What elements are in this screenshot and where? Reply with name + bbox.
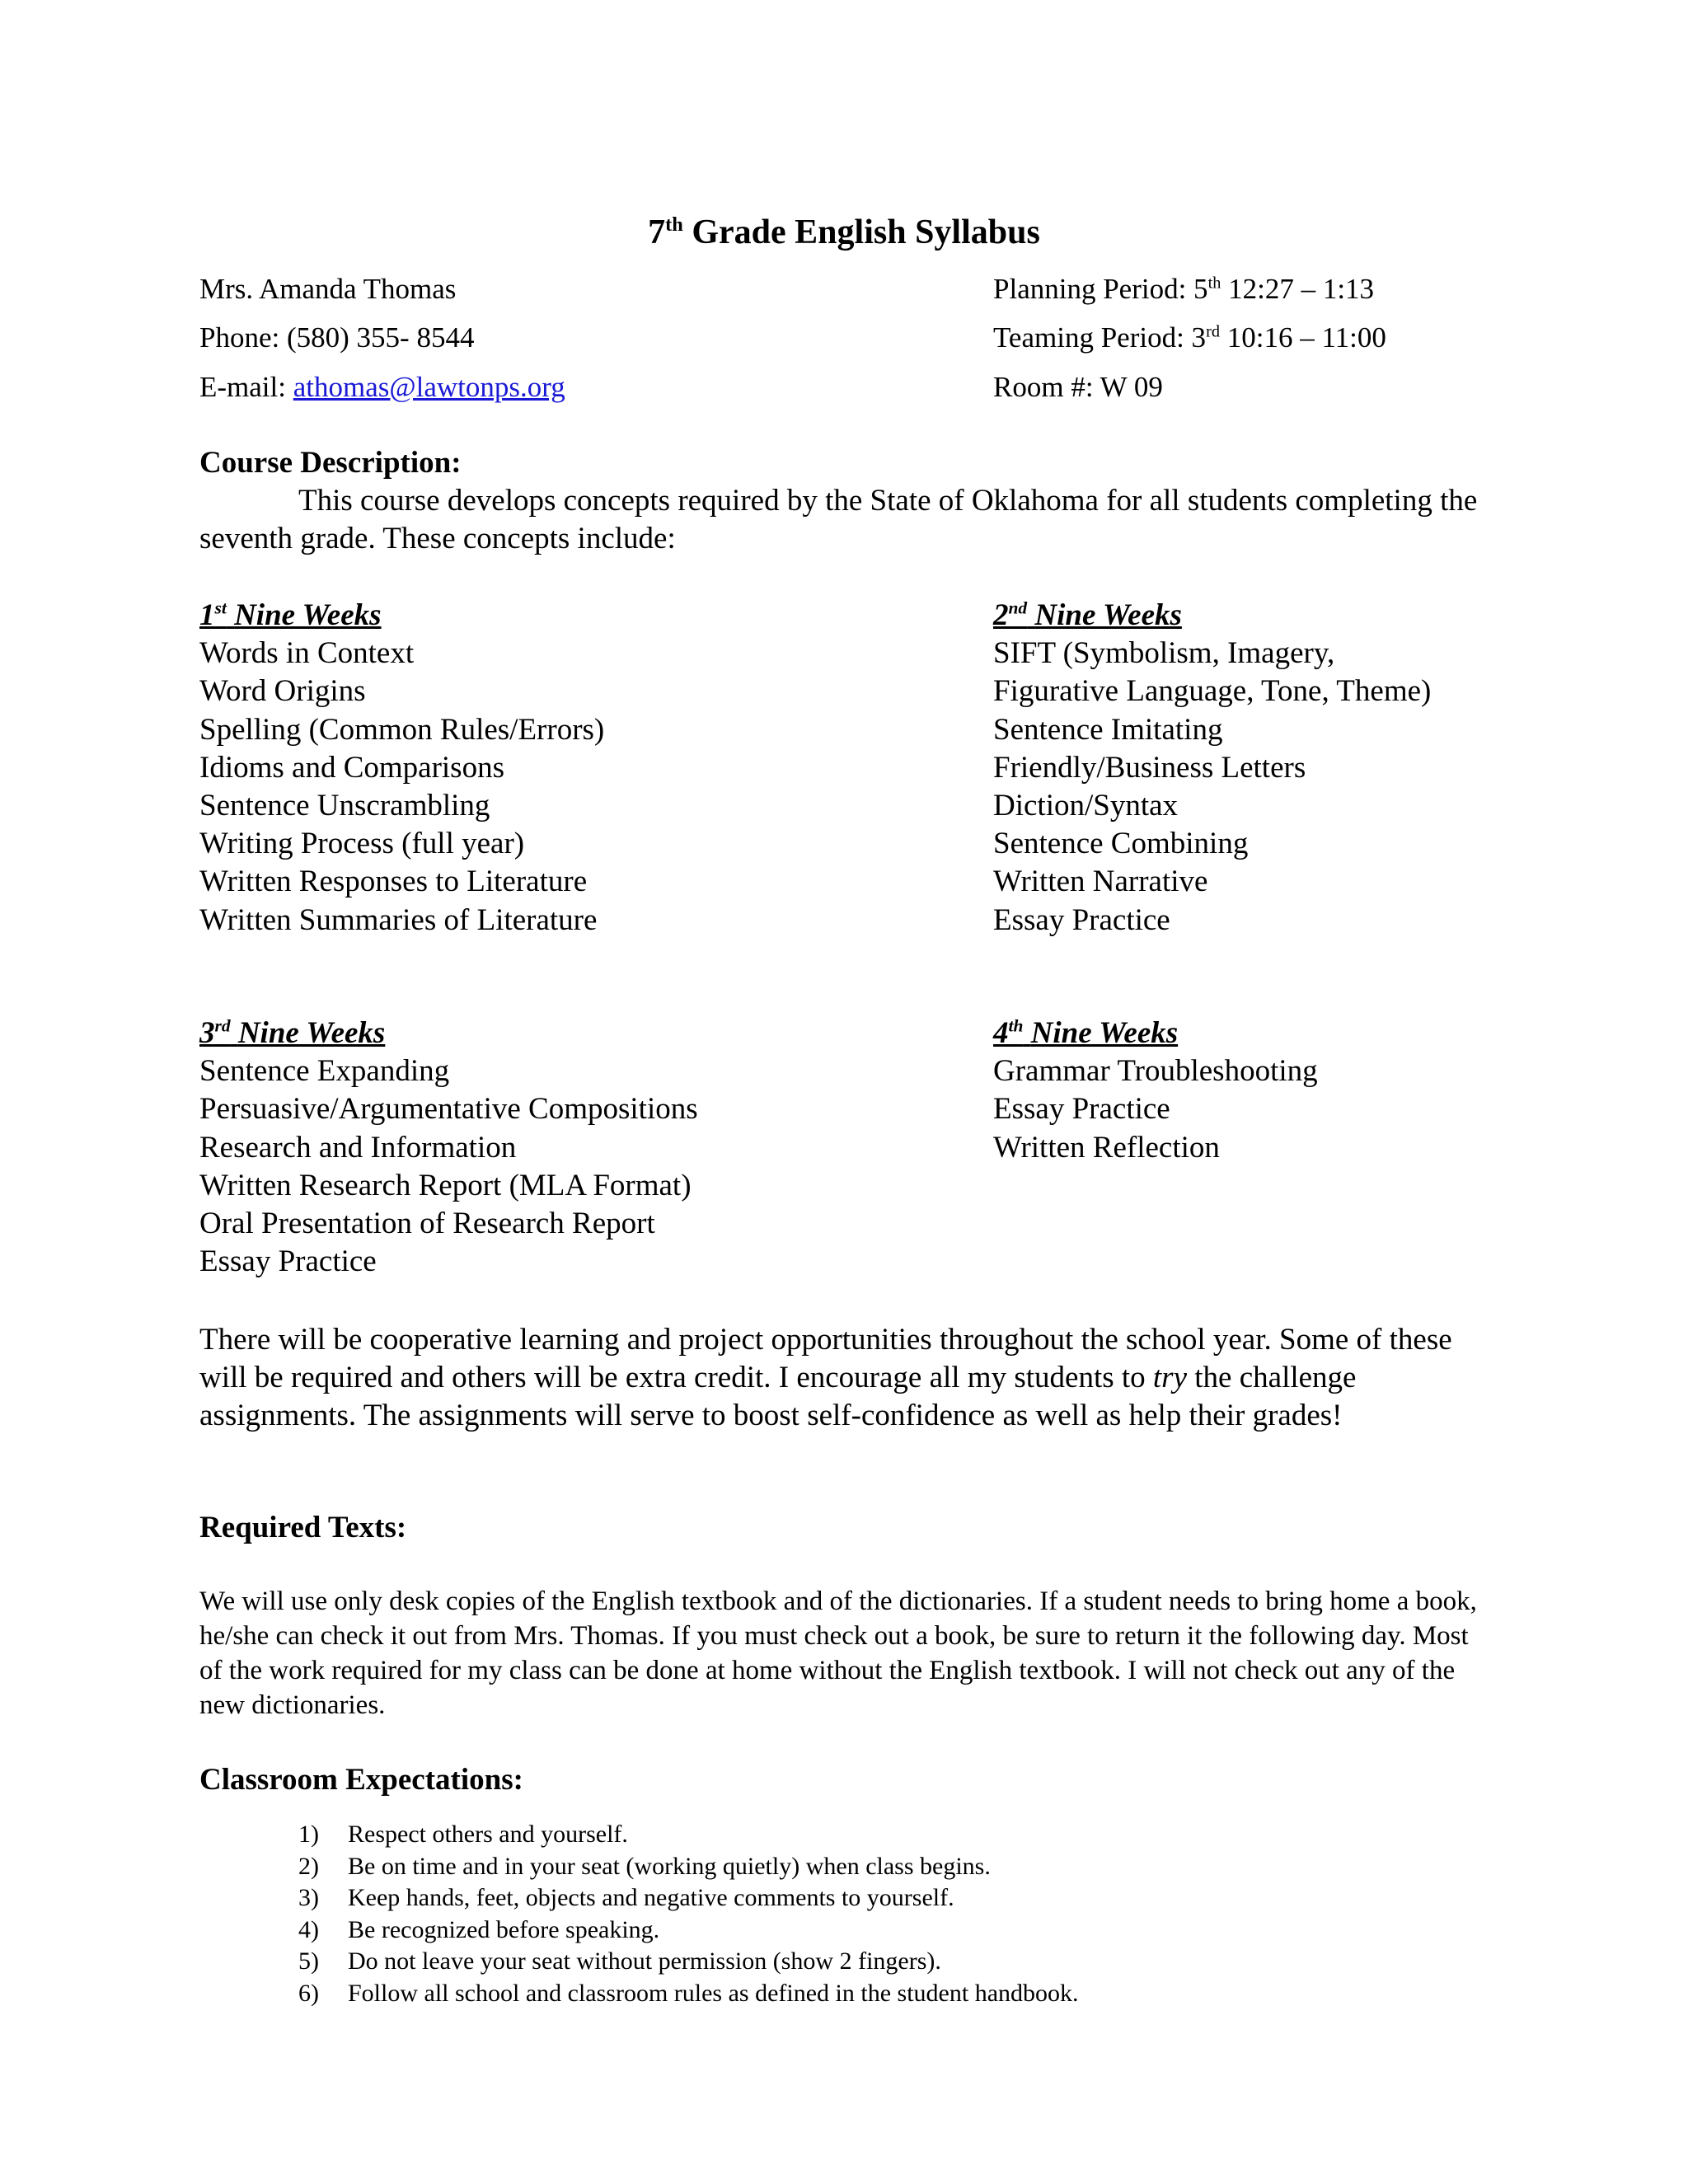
list-item: 4) Be recognized before speaking.: [298, 1915, 660, 1943]
topic-item: SIFT (Symbolism, Imagery,: [993, 636, 1335, 671]
course-description-heading: Course Description:: [199, 446, 462, 480]
topic-item: Persuasive/Argumentative Compositions: [199, 1092, 698, 1127]
course-description-body: This course develops concepts required by the State of Oklahoma for all students completing the seventh grade. These concepts include:: [199, 484, 1478, 555]
topic-item: Essay Practice: [993, 1092, 1170, 1127]
topic-item: Written Research Report (MLA Format): [199, 1168, 692, 1202]
required-texts-heading: Required Texts:: [199, 1511, 407, 1544]
topic-item: Writing Process (full year): [199, 827, 525, 861]
topic-item: Sentence Unscrambling: [199, 789, 490, 823]
nine-weeks-1: [199, 597, 604, 940]
topic-item: Spelling (Common Rules/Errors): [199, 712, 605, 747]
topic-item: Grammar Troubleshooting: [993, 1054, 1318, 1089]
classroom-expectations-heading: Classroom Expectations:: [199, 1763, 523, 1797]
topic-item: Figurative Language, Tone, Theme): [993, 674, 1432, 709]
topic-item: Sentence Imitating: [993, 712, 1223, 747]
teaming-period-label: Teaming Period: 3: [993, 321, 1207, 354]
nine-weeks-2: [993, 597, 1431, 940]
nine-weeks-heading: 1st Nine Weeks: [199, 598, 382, 632]
topic-item: Written Responses to Literature: [199, 865, 588, 899]
cooperative-text-end: the challenge assignments. The assignments will serve to boost self-confidence as well as help their grades!: [199, 1361, 1357, 1432]
room-number: Room #: W 09: [993, 371, 1163, 403]
cooperative-emphasis: try: [1152, 1361, 1188, 1394]
nine-weeks-3: [199, 1015, 698, 1281]
cooperative-text-start: There will be cooperative learning and project opportunities throughout the school year. Some of these will be required and others will be extra credit. I encourage all my students to: [199, 1323, 1452, 1394]
topic-item: Written Summaries of Literature: [199, 902, 598, 937]
list-item: 3) Keep hands, feet, objects and negative comments to yourself.: [298, 1884, 954, 1912]
list-item: 2) Be on time and in your seat (working quietly) when class begins.: [298, 1852, 991, 1880]
teacher-name: Mrs. Amanda Thomas: [199, 273, 457, 305]
email-label: E-mail:: [199, 371, 286, 403]
topic-item: Word Origins: [199, 674, 366, 709]
nine-weeks-4: [993, 1015, 1318, 1167]
teaming-period: [993, 313, 1386, 363]
topic-item: Research and Information: [199, 1130, 517, 1165]
topic-item: Sentence Expanding: [199, 1054, 450, 1089]
topic-item: Written Narrative: [993, 865, 1208, 899]
topic-item: Oral Presentation of Research Report: [199, 1207, 655, 1241]
topic-item: Idioms and Comparisons: [199, 750, 504, 785]
course-description-text: [199, 482, 1485, 558]
teacher-email-row: [199, 363, 565, 412]
list-item: 6) Follow all school and classroom rules as defined in the student handbook.: [298, 1979, 1079, 2007]
topic-item: Sentence Combining: [993, 827, 1249, 861]
nine-weeks-heading: 4th Nine Weeks: [993, 1015, 1179, 1050]
nine-weeks-heading: 2nd Nine Weeks: [993, 598, 1182, 632]
planning-period: [993, 265, 1374, 314]
page-title: [0, 213, 1688, 252]
title-ordinal-suffix: th: [665, 213, 683, 236]
planning-period-label: Planning Period: 5: [993, 273, 1208, 305]
required-texts-body: We will use only desk copies of the English textbook and of the dictionaries. If a student needs to bring home a book, he/she can check it out from Mrs. Thomas. If you must check out a book, be sure to return it the following day. Most of the work required for my class can be done at home without the English textbook. I will not check out any of the new dictionaries.: [199, 1586, 1477, 1720]
topic-item: Diction/Syntax: [993, 789, 1179, 823]
topic-item: Essay Practice: [199, 1244, 377, 1279]
expectations-list: [298, 1819, 1079, 2010]
planning-period-time: 12:27 – 1:13: [1228, 273, 1375, 305]
topic-item: Written Reflection: [993, 1130, 1220, 1165]
teacher-phone: Phone: (580) 355- 8544: [199, 321, 475, 354]
topic-item: Friendly/Business Letters: [993, 750, 1306, 785]
title-text: Grade English Syllabus: [692, 213, 1040, 251]
planning-period-suffix: th: [1207, 274, 1221, 293]
teaming-period-time: 10:16 – 11:00: [1226, 321, 1386, 354]
nine-weeks-heading: 3rd Nine Weeks: [199, 1015, 386, 1050]
teaming-period-suffix: rd: [1206, 322, 1220, 341]
title-ordinal: 7: [648, 213, 666, 251]
email-link[interactable]: athomas@lawtonps.org: [293, 371, 565, 403]
cooperative-learning-paragraph: [199, 1321, 1485, 1435]
topic-item: Essay Practice: [993, 902, 1170, 937]
list-item: 1) Respect others and yourself.: [298, 1821, 628, 1848]
topic-item: Words in Context: [199, 636, 415, 671]
list-item: 5) Do not leave your seat without permission (show 2 fingers).: [298, 1947, 941, 1975]
